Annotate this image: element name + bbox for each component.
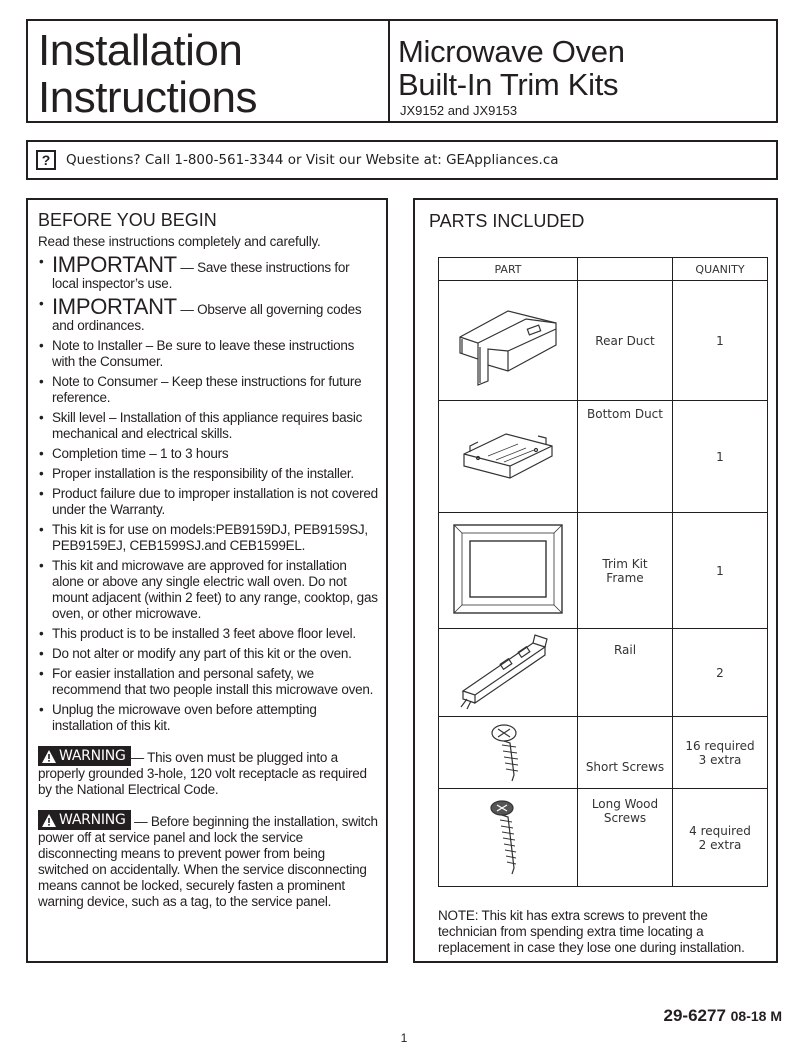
warning-triangle-icon [42,750,56,763]
rear-duct-icon [448,289,568,389]
product-title: Microwave Oven Built-In Trim Kits [398,34,625,102]
header-divider [388,21,390,121]
warning-badge: WARNING [38,746,131,766]
section-title: BEFORE YOU BEGIN [38,210,217,230]
parts-table [438,257,768,887]
part-quantity: 1 [673,401,768,513]
list-item: • Unplug the microwave oven before attempting installation of this kit. [38,702,378,734]
column-header: PART [439,258,578,281]
short-screw-icon [488,719,528,783]
table-row [439,629,768,717]
header-box [26,19,778,123]
warning-badge: WARNING [38,810,131,830]
list-item: • This kit is for use on models:PEB9159DJ, PEB9159SJ, PEB9159EJ, CEB1599SJ.and CEB1599EL. [38,522,378,554]
part-quantity: 16 required 3 extra [673,717,768,789]
part-image-cell [439,717,578,789]
column-header [578,258,673,281]
list-item: • This product is to be installed 3 feet above floor level. [38,626,378,642]
table-row [439,717,768,789]
part-image-cell [439,513,578,629]
table-row [439,513,768,629]
table-header-row [439,258,768,281]
part-image-cell [439,281,578,401]
list-item: • This kit and microwave are approved for installation alone or above any single electric wall oven. Do not mount adjacent (within 2 feet) to any range, cooktop, gas oven, or other microwave. [38,558,378,622]
model-numbers: JX9152 and JX9153 [400,103,518,118]
before-you-begin-section [26,198,388,963]
part-image-cell [439,789,578,887]
list-item: • Completion time – 1 to 3 hours [38,446,378,462]
part-name: Trim Kit Frame [578,513,673,629]
warning-triangle-icon [42,814,56,827]
document-number: 29-6277 08-18 M [663,1006,782,1025]
list-item: • Note to Consumer – Keep these instructions for future reference. [38,374,378,406]
list-item: • For easier installation and personal safety, we recommend that two people install this microwave oven. [38,666,378,698]
part-image-cell [439,629,578,717]
page-title: Installation Instructions [38,26,257,122]
list-item: • Note to Installer – Be sure to leave these instructions with the Consumer. [38,338,378,370]
parts-note: NOTE: This kit has extra screws to prevent the technician from spending extra time locating a replacement in case they lose one during installation. [438,908,745,955]
table-row [439,789,768,887]
section-title: PARTS INCLUDED [429,211,585,231]
warning-paragraph-1: WARNING — This oven must be plugged into a properly grounded 3-hole, 120 volt receptacle as required by the National Electrical Code. [38,748,367,797]
part-name: Long Wood Screws [578,789,673,887]
list-item: • Skill level – Installation of this appliance requires basic mechanical and electrical skills. [38,410,378,442]
part-quantity: 4 required 2 extra [673,789,768,887]
questions-bar [26,140,778,180]
bottom-duct-icon [448,410,568,500]
question-icon: ? [36,150,56,170]
warning-paragraph-2: WARNING — Before beginning the installation, switch power off at service panel and lock the service disconnecting means to prevent power from being switched on accidentally. When the service disconnecting means cannot be locked, securely fasten a prominent warning device, such as a tag, to the service panel. [38,812,378,909]
list-item: • IMPORTANT — Observe all governing codes and ordinances. [38,296,378,334]
part-image-cell [439,401,578,513]
questions-text: Questions? Call 1-800-561-3344 or Visit our Website at: GEAppliances.ca [66,152,559,168]
intro-text: Read these instructions completely and carefully. [38,234,321,249]
parts-included-section [413,198,778,963]
table-row [439,281,768,401]
list-item: • Proper installation is the responsibility of the installer. [38,466,378,482]
table-row [439,401,768,513]
list-item: • Do not alter or modify any part of this kit or the oven. [38,646,378,662]
part-name: Rail [578,629,673,717]
rail-icon [453,629,563,713]
part-quantity: 1 [673,281,768,401]
part-name: Short Screws [578,717,673,789]
instruction-list [38,254,378,734]
list-item: • Product failure due to improper installation is not covered under the Warranty. [38,486,378,518]
page-number: 1 [400,1031,408,1045]
part-quantity: 1 [673,513,768,629]
part-quantity: 2 [673,629,768,717]
list-item: • IMPORTANT — Save these instructions for local inspector’s use. [38,254,378,292]
trim-frame-icon [446,517,570,621]
part-name: Bottom Duct [578,401,673,513]
part-name: Rear Duct [578,281,673,401]
column-header: QUANITY [673,258,768,281]
long-screw-icon [488,796,528,876]
